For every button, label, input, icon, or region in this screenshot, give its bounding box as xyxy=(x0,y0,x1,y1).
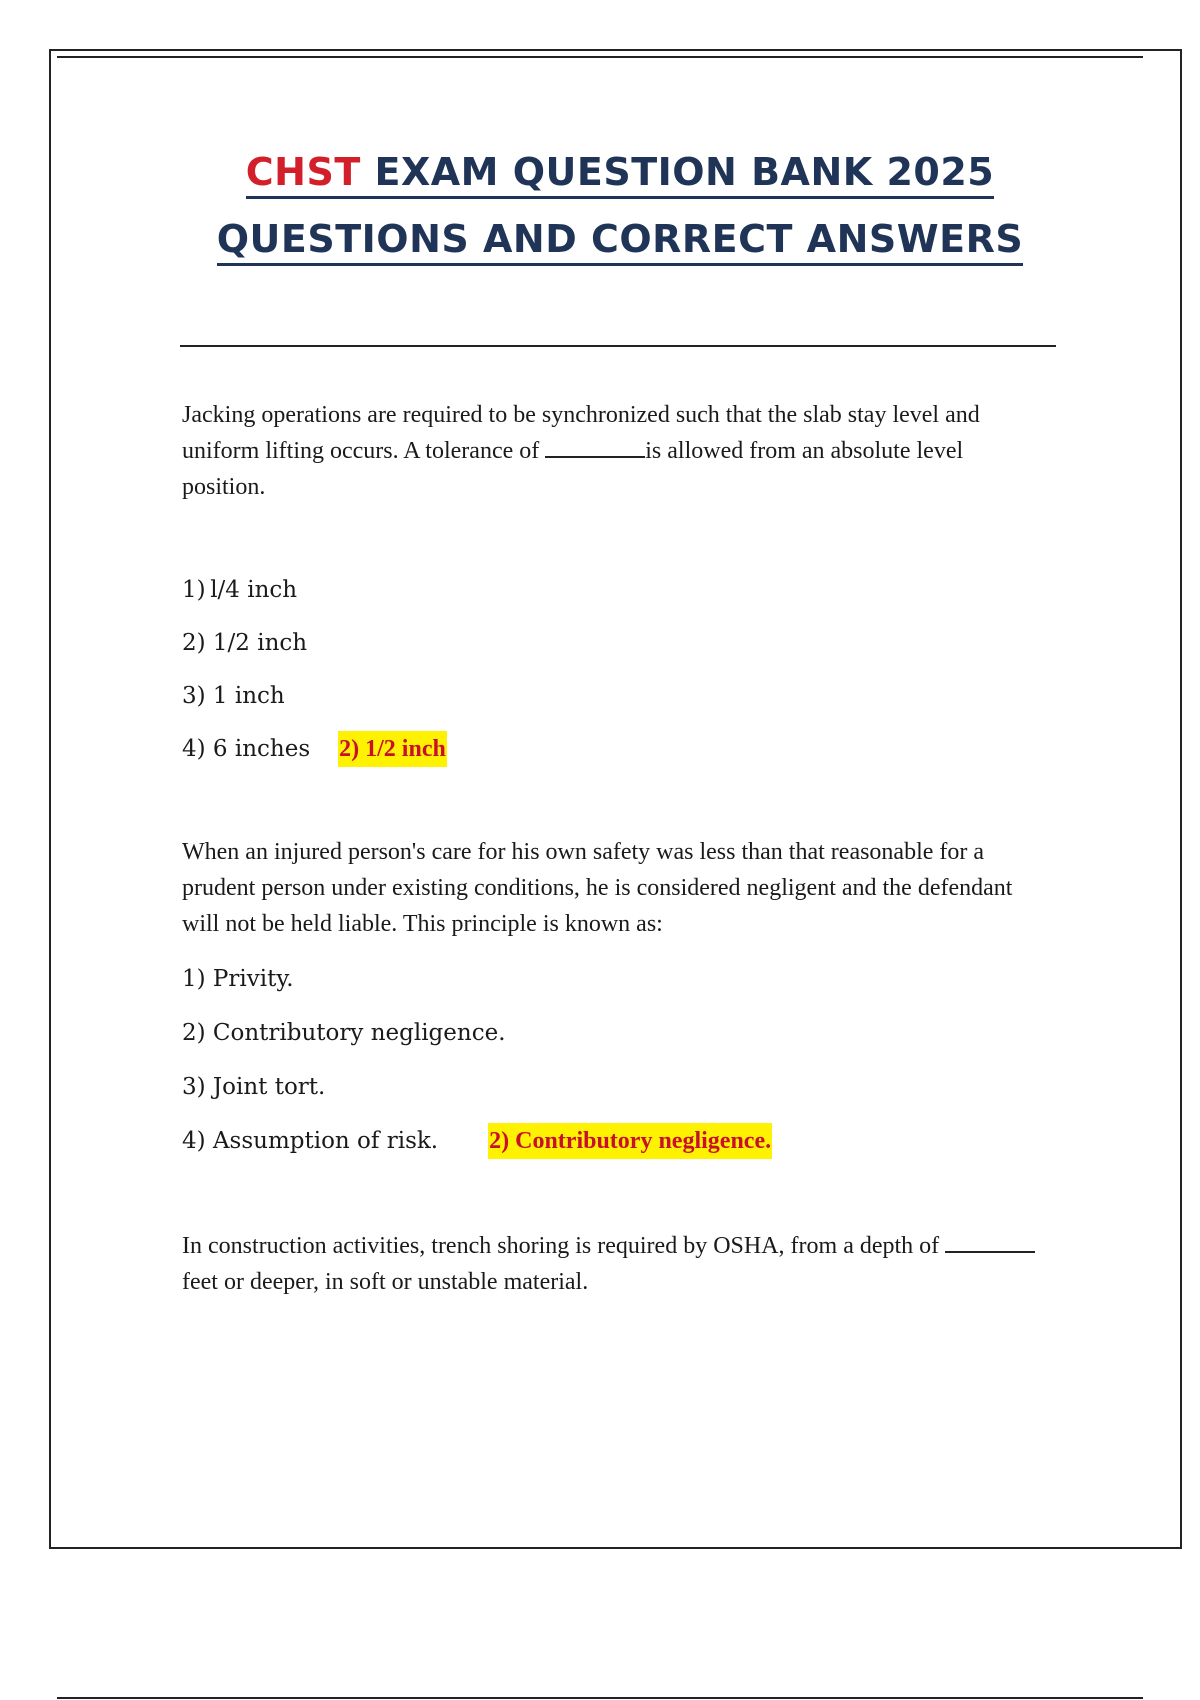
option-item: 1) Privity. xyxy=(182,966,294,992)
option-item: 2) Contributory negligence. xyxy=(182,1020,506,1046)
title-line-1 xyxy=(246,150,994,199)
document-title xyxy=(0,150,1200,266)
question-1 xyxy=(182,397,1052,505)
question-2-options xyxy=(182,961,1052,1177)
title-line-1-rest: EXAM QUESTION BANK 2025 xyxy=(360,150,995,194)
bottom-rule xyxy=(57,1697,1143,1699)
section-divider xyxy=(180,345,1056,347)
question-1-text: Jacking operations are required to be synchronized such that the slab stay level and uniform lifting occurs. A tolerance of is allowed from an absolute level position. xyxy=(182,402,980,500)
correct-answer-highlight: 2) Contributory negligence. xyxy=(488,1123,772,1159)
option-item: 3) 1 inch xyxy=(182,683,285,709)
option-item: 4) 6 inches 2) 1/2 inch xyxy=(182,731,1052,784)
option-item: 3) Joint tort. xyxy=(182,1074,326,1100)
option-item: 4) Assumption of risk. 2) Contributory negligence. xyxy=(182,1123,1052,1177)
option-item: 2) 1/2 inch xyxy=(182,630,308,656)
option-item: 1) l/4 inch xyxy=(182,577,298,603)
question-3 xyxy=(182,1228,1052,1300)
top-rule xyxy=(57,56,1143,58)
answer-blank xyxy=(945,1229,1035,1253)
correct-answer-highlight: 2) 1/2 inch xyxy=(338,731,447,767)
question-2-text: When an injured person's care for his own safety was less than that reasonable for a prudent person under existing conditions, he is considered negligent and the defendant will not be held liable. This principle is known as: xyxy=(182,839,1013,937)
title-prefix: CHST xyxy=(245,150,361,194)
question-3-text: In construction activities, trench shoring is required by OSHA, from a depth of feet or deeper, in soft or unstable material. xyxy=(182,1228,1052,1300)
page-border xyxy=(49,49,1182,1549)
title-line-2: QUESTIONS AND CORRECT ANSWERS xyxy=(217,217,1024,266)
answer-blank xyxy=(545,434,645,458)
question-1-options xyxy=(182,572,1052,784)
question-2 xyxy=(182,834,1052,942)
